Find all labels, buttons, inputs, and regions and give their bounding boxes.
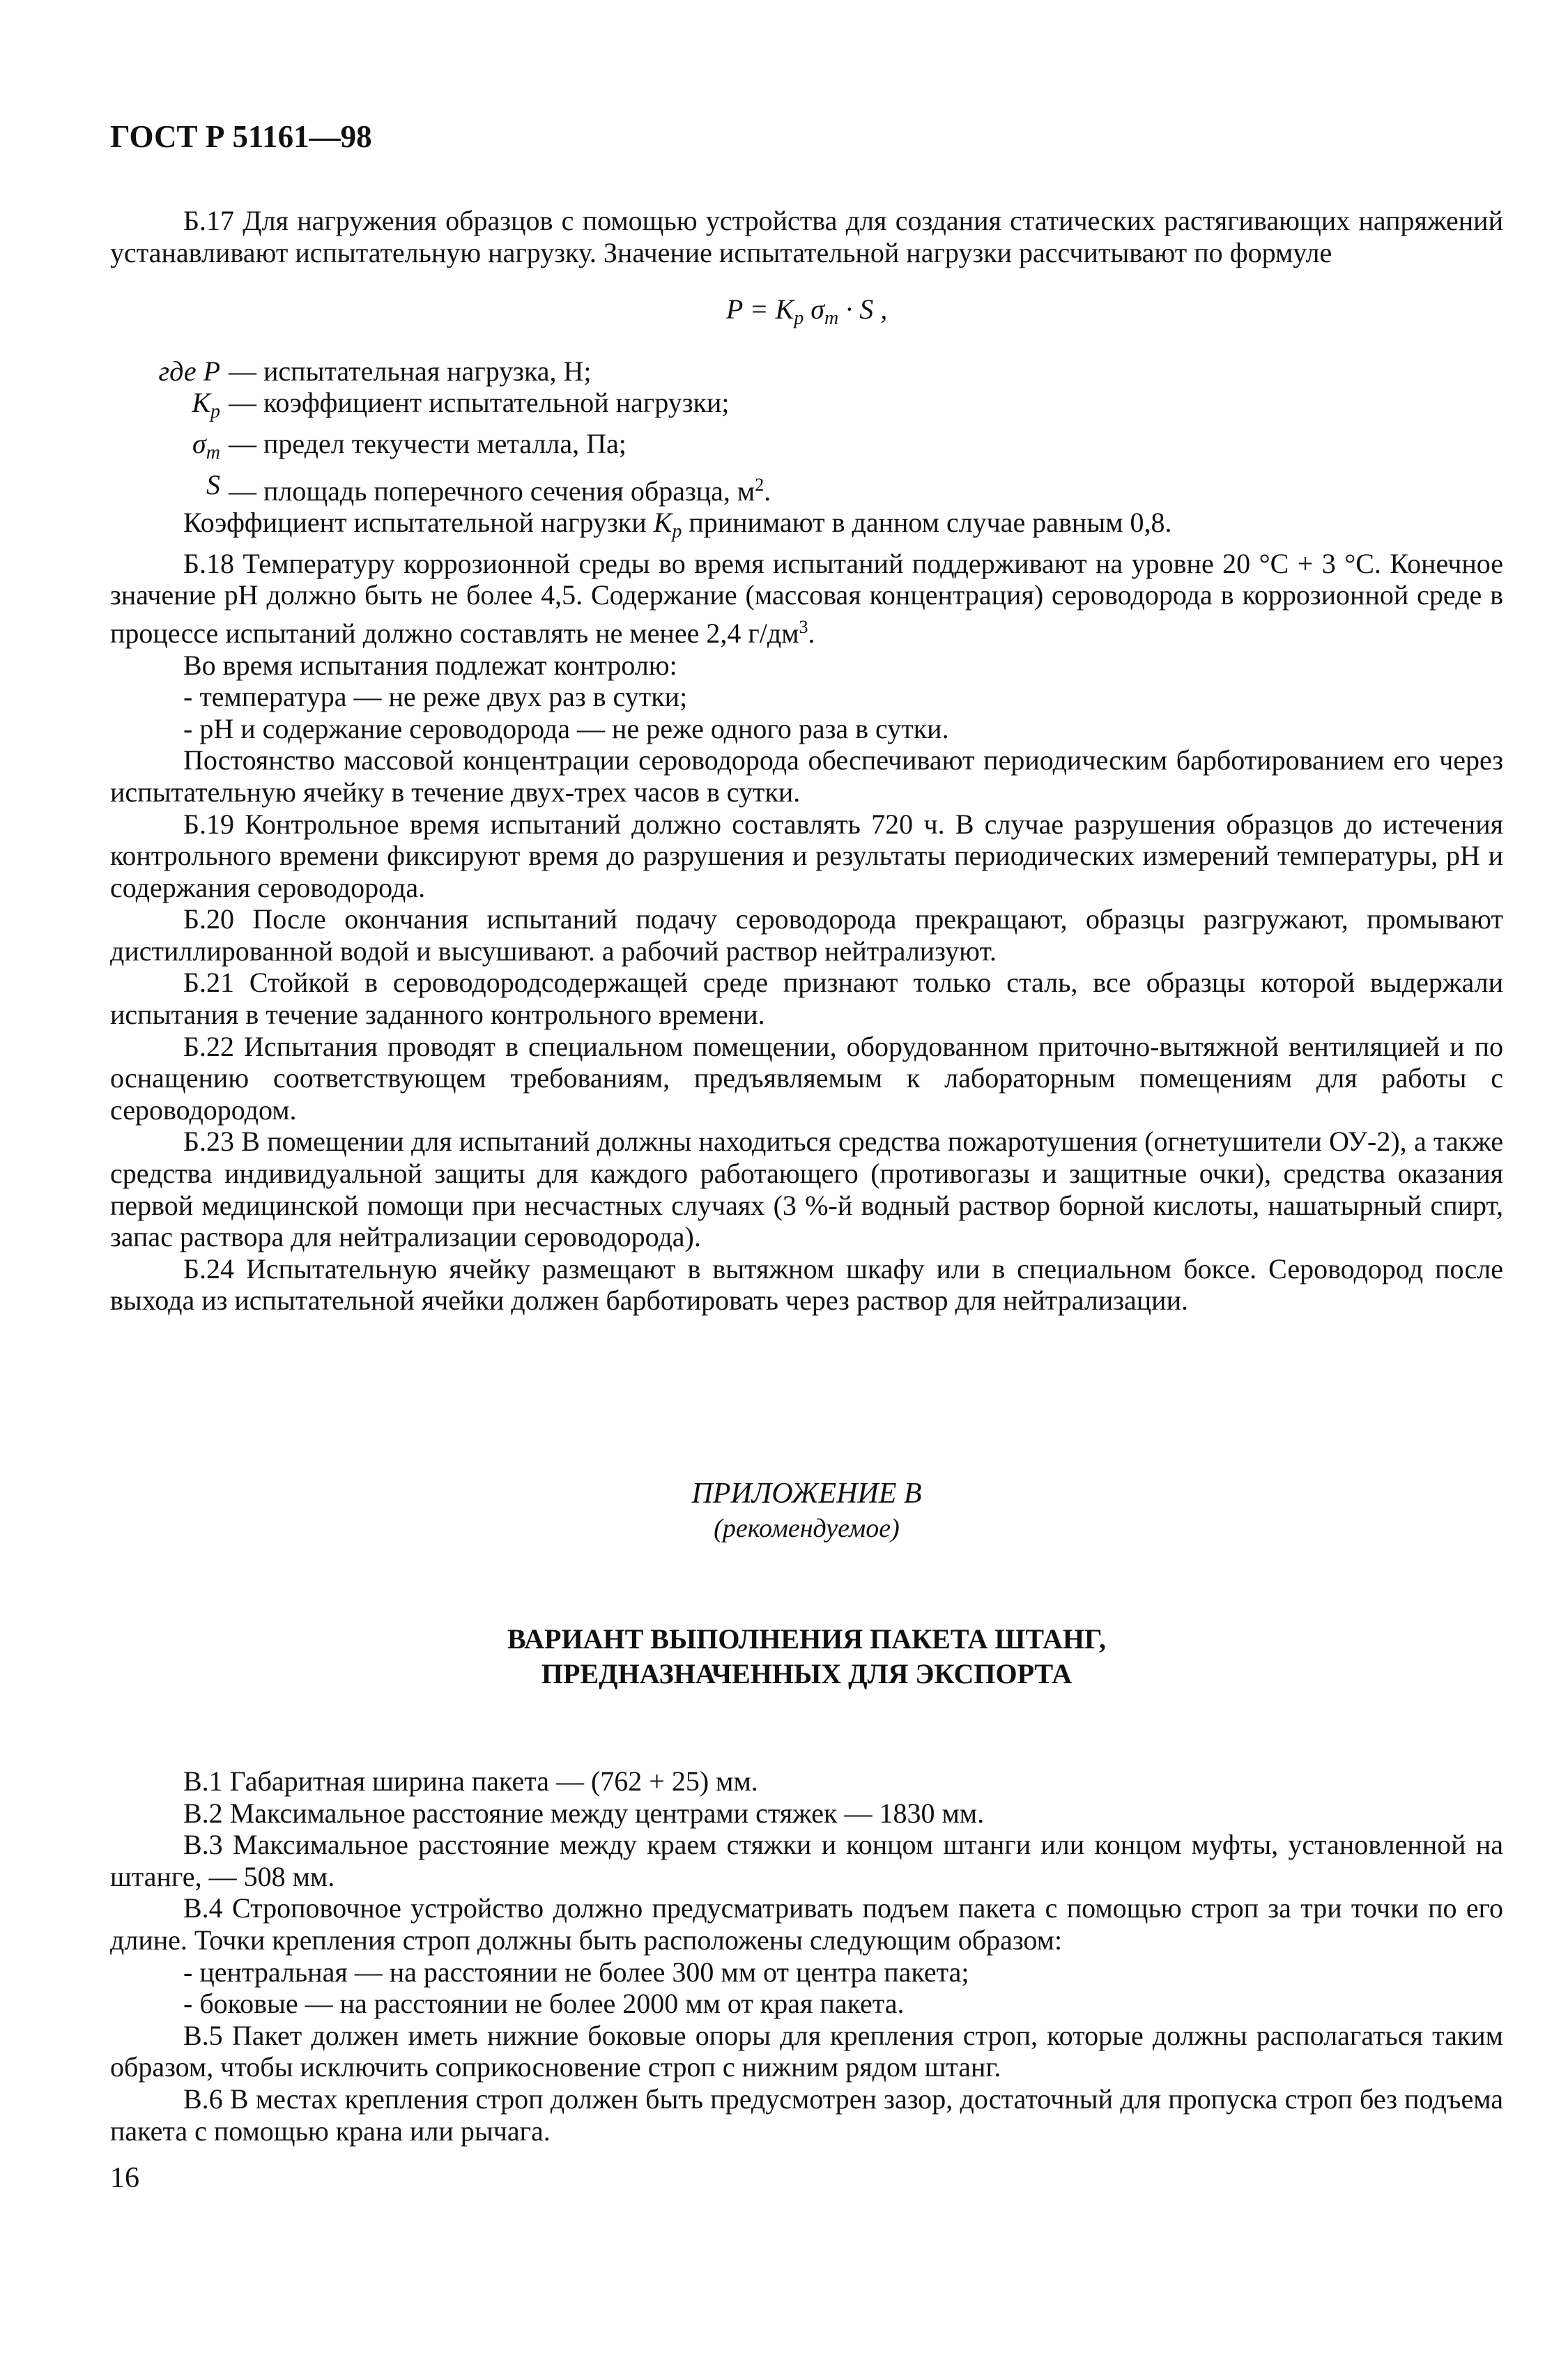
appendix-status: (рекомендуемое) <box>714 1514 900 1543</box>
control-intro: Во время испытания подлежат контролю: <box>183 649 677 681</box>
legend-superscript: 2 <box>755 474 764 495</box>
appendix-title-line: ВАРИАНТ ВЫПОЛНЕНИЯ ПАКЕТА ШТАНГ, <box>507 1623 1106 1655</box>
legend-end: . <box>764 475 771 507</box>
appendix-title <box>110 1622 1503 1692</box>
v4-item: - боковые — на расстоянии не более 2000 мм от края пакета. <box>183 1988 905 2020</box>
legend-symbol <box>110 355 229 388</box>
kp-k: K <box>653 507 672 539</box>
legend-symbol-text: S <box>206 468 220 500</box>
paragraph-b23: Б.23 В помещении для испытаний должны находиться средства пожаротушения (огнетушители ОУ-2), а также средства индивидуальной защиты для каждого работающего (противогазы и защитные очки), средства оказания первой медицинской помощи при несчастных случаях (3 %-й водный раствор борной кислоты, нашатырный спирт, запас раствора для нейтрализации сероводорода). <box>110 1126 1503 1253</box>
paragraph-v2: В.2 Максимальное расстояние между центрами стяжек — 1830 мм. <box>183 1797 985 1829</box>
paragraph-b20: Б.20 После окончания испытаний подачу сероводорода прекращают, образцы разгружают, промывают дистиллированной водой и высушивают. а рабочий раствор нейтрализуют. <box>110 903 1503 967</box>
formula-legend <box>110 355 1503 507</box>
legend-text: — испытательная нагрузка, Н; <box>229 355 592 387</box>
paragraph-b22: Б.22 Испытания проводят в специальном помещении, оборудованном приточно-вытяжной вентиляцией и по оснащению соответствующем требованиям, предъявляемым к лабораторным помещениям для работы с сероводородом. <box>110 1030 1503 1126</box>
legend-row-p <box>110 355 1503 388</box>
paragraph-b21: Б.21 Стойкой в сероводородсодержащей среде признают только сталь, все образцы которой выдержали испытания в течение заданного контрольного времени. <box>110 967 1503 1031</box>
formula-sigma-sub: т <box>824 307 839 330</box>
kp-before: Коэффициент испытательной нагрузки <box>183 507 654 539</box>
formula-sigma: σ <box>804 293 824 325</box>
paragraph-v6: В.6 В местах крепления строп должен быть предусмотрен зазор, достаточный для пропуска строп без подъема пакета с помощью крана или рычага. <box>110 2083 1503 2147</box>
paragraph-v5: В.5 Пакет должен иметь нижние боковые опоры для крепления строп, которые должны располагаться таким образом, чтобы исключить соприкосновение строп с нижним рядом штанг. <box>110 2019 1503 2083</box>
legend-symbol <box>110 469 229 507</box>
paragraph-v1: В.1 Габаритная ширина пакета — (762 + 25) мм. <box>183 1765 758 1797</box>
legend-row-sigma <box>110 428 1503 469</box>
legend-symbol-text: σ <box>192 427 206 459</box>
legend-symbol-sub: p <box>210 401 220 423</box>
kp-sub: p <box>672 521 682 543</box>
b18-superscript: 3 <box>799 616 808 637</box>
appendix-title-line: ПРЕДНАЗНАЧЕННЫХ ДЛЯ ЭКСПОРТА <box>541 1658 1073 1689</box>
kp-after: принимают в данном случае равным 0,8. <box>682 507 1172 539</box>
legend-symbol <box>110 387 229 428</box>
formula-lhs: P <box>725 293 743 325</box>
legend-text-main: — площадь поперечного сечения образца, м <box>229 475 755 507</box>
legend-text: — коэффициент испытательной нагрузки; <box>229 387 730 419</box>
paragraph-b24: Б.24 Испытательную ячейку размещают в вытяжном шкафу или в специальном боксе. Сероводород после выхода из испытательной ячейки должен барботировать через раствор для нейтрализации. <box>110 1252 1503 1317</box>
formula-rest: · S , <box>838 293 888 325</box>
paragraph-v3: В.3 Максимальное расстояние между краем стяжки и концом штанги или концом муфты, установленной на штанге, — 508 мм. <box>110 1829 1503 1892</box>
legend-symbol-text: K <box>192 387 210 419</box>
legend-symbol-text: где P <box>158 355 220 387</box>
formula-eq: = <box>742 293 776 325</box>
kp-symbol <box>653 507 682 543</box>
legend-symbol-sub: т <box>206 441 220 463</box>
page-number: 16 <box>110 2162 139 2194</box>
legend-text: — предел текучести металла, Па; <box>229 427 627 459</box>
appendix-label: ПРИЛОЖЕНИЕ В <box>691 1478 922 1510</box>
formula <box>110 293 1503 335</box>
b18-end: . <box>808 617 815 649</box>
b18-text: Б.18 Температуру коррозионной среды во время испытаний поддерживают на уровне 20 °С + 3 °С. Конечное значение рН должно быть не более 4,5. Содержание (массовая концентрация) сероводорода в коррозионной среде в процессе испытаний должно составлять не менее 2,4 г/дм <box>110 547 1503 649</box>
paragraph-b17: Б.17 Для нагружения образцов с помощью устройства для создания статических растягивающих напряжений устанавливают испытательную нагрузку. Значение испытательной нагрузки рассчитывают по формуле <box>110 205 1503 268</box>
control-item: - температура — не реже двух раз в сутки; <box>183 681 688 713</box>
paragraph-v4: В.4 Строповочное устройство должно предусматривать подъем пакета с помощью строп за три точки по его длине. Точки крепления строп должны быть расположены следующим образом: <box>110 1892 1503 1956</box>
paragraph-b19: Б.19 Контрольное время испытаний должно составлять 720 ч. В случае разрушения образцов до истечения контрольного времени фиксируют время до разрушения и результаты периодических измерений температуры, рН и содержания сероводорода. <box>110 808 1503 903</box>
control-item: - рН и содержание сероводорода — не реже одного раза в сутки. <box>183 712 949 744</box>
formula-k-sub: p <box>794 307 804 330</box>
paragraph-b18 <box>110 548 1503 650</box>
document-header: ГОСТ Р 51161—98 <box>110 119 372 154</box>
legend-symbol <box>110 428 229 469</box>
legend-row-s <box>110 469 1503 507</box>
kp-value-line <box>110 507 1503 548</box>
legend-text <box>229 469 1503 507</box>
legend-row-kp <box>110 387 1503 428</box>
formula-k: K <box>775 293 794 325</box>
paragraph-constancy: Постоянство массовой концентрации сероводорода обеспечивают периодическим барботированием его через испытательную ячейку в течение двух-трех часов в сутки. <box>110 744 1503 808</box>
v4-item: - центральная — на расстоянии не более 300 мм от центра пакета; <box>183 1956 969 1988</box>
